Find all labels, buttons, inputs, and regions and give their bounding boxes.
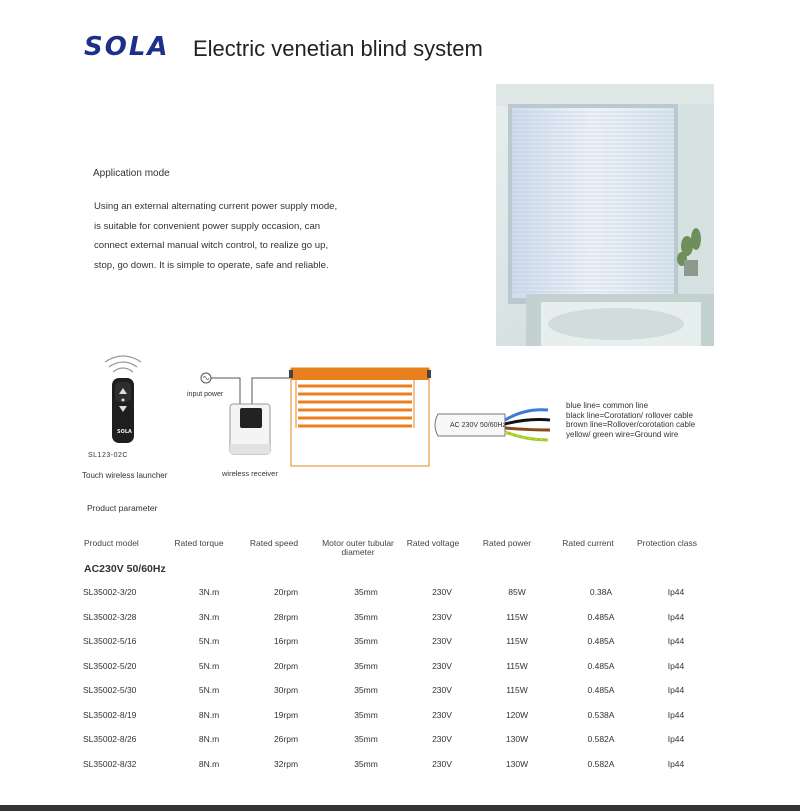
legend-item: yellow/ green wire=Ground wire [566, 429, 679, 439]
column-header: Protection class [637, 538, 697, 548]
table-cell: 115W [506, 636, 528, 646]
remote-caption: Touch wireless launcher [82, 471, 168, 480]
table-cell: 35mm [354, 685, 378, 695]
table-cell-model: SL35002-5/20 [83, 660, 137, 671]
table-cell: 16rpm [273, 636, 299, 646]
description-line: connect external manual witch control, to realize go up, [94, 240, 329, 251]
table-cell: 35mm [354, 758, 378, 769]
svg-text:SOLA: SOLA [117, 429, 132, 435]
column-header: Rated current [562, 538, 614, 548]
table-cell: 32rpm [273, 758, 299, 769]
description-line: stop, go down. It is simple to operate, safe and reliable. [94, 259, 329, 271]
table-cell: 5N.m [198, 660, 220, 671]
table-cell: 28rpm [273, 611, 299, 622]
legend-item: brown line=Rollover/corotation cable [566, 420, 696, 429]
table-cell-model: SL35002-8/26 [83, 734, 137, 744]
table-cell-model: SL35002-3/20 [83, 587, 137, 597]
legend-item: black line=Corotation/ rollover cable [566, 410, 693, 420]
table-cell: 130W [505, 734, 529, 744]
column-header: Rated speed [249, 538, 299, 548]
table-cell: 26rpm [273, 734, 299, 744]
table-cell: 5N.m [198, 685, 220, 695]
remote-model-label: SL123-02C [88, 452, 128, 459]
table-cell: 115W [506, 660, 528, 671]
receiver-label: wireless receiver [222, 469, 278, 478]
table-cell: 0.485A [587, 685, 615, 695]
table-cell: 230V [432, 685, 452, 695]
table-cell: 8N.m [198, 734, 220, 744]
table-cell: 230V [432, 587, 452, 597]
column-header: Motor outer tubular diameter [322, 538, 394, 557]
venetian-blind-icon [289, 368, 431, 466]
table-cell: 20rpm [273, 660, 299, 671]
table-cell: Ip44 [667, 660, 685, 671]
wireless-receiver-icon [230, 404, 270, 454]
table-cell: 120W [505, 709, 529, 720]
table-cell: 8N.m [198, 709, 220, 720]
table-cell: Ip44 [667, 611, 685, 622]
table-cell: 85W [508, 587, 526, 597]
table-cell: 0.485A [587, 636, 615, 646]
table-cell-model: SL35002-8/32 [83, 758, 137, 769]
table-cell: 35mm [354, 709, 378, 720]
table-cell: 0.582A [587, 758, 615, 769]
table-cell: 19rpm [273, 709, 299, 720]
table-cell: 35mm [354, 587, 378, 597]
page-title: Electric venetian blind system [193, 36, 483, 61]
table-cell: 3N.m [198, 611, 220, 622]
table-cell: Ip44 [667, 587, 685, 597]
table-cell: 5N.m [198, 636, 220, 646]
table-cell: 0.485A [587, 611, 615, 622]
input-power-label: input power [187, 391, 224, 398]
cable-voltage-label: AC 230V 50/60Hz [450, 422, 507, 429]
table-cell: 130W [505, 758, 529, 769]
signal-icon [105, 356, 141, 372]
table-cell-model: SL35002-5/30 [83, 685, 137, 695]
column-header: Rated voltage [406, 538, 460, 548]
table-cell-model: SL35002-3/28 [83, 611, 137, 622]
table-cell: 35mm [354, 636, 378, 646]
table-cell: 0.582A [587, 734, 615, 744]
application-description [94, 197, 374, 275]
table-cell: Ip44 [667, 709, 685, 720]
column-header: Rated power [482, 538, 532, 548]
table-cell: 35mm [354, 611, 378, 622]
application-heading: Application mode [93, 168, 170, 179]
table-cell: 230V [432, 709, 452, 720]
column-header: Product model [84, 538, 139, 548]
table-cell: Ip44 [667, 636, 685, 646]
table-cell: 30rpm [273, 685, 299, 695]
table-cell: 35mm [354, 660, 378, 671]
product-photo [496, 84, 714, 346]
footer-bar [0, 805, 800, 811]
table-cell: Ip44 [667, 685, 685, 695]
table-cell: 230V [432, 636, 452, 646]
column-header: Rated torque [174, 538, 224, 548]
table-cell: 3N.m [198, 587, 220, 597]
table-cell: 230V [432, 660, 452, 671]
table-cell: 115W [506, 611, 528, 622]
description-line: is suitable for convenient power supply occasion, can [94, 220, 321, 232]
table-cell: 115W [506, 685, 528, 695]
bathroom-blind-photo [496, 84, 714, 346]
table-cell-model: SL35002-5/16 [83, 636, 137, 646]
table-cell: 230V [432, 758, 452, 769]
table-cell: 8N.m [198, 758, 220, 769]
description-line: Using an external alternating current power supply mode, [94, 201, 338, 212]
table-cell: 230V [432, 734, 452, 744]
table-cell: 230V [432, 611, 452, 622]
table-cell: Ip44 [667, 758, 685, 769]
voltage-group-label: AC230V 50/60Hz [84, 563, 166, 575]
table-cell: 20rpm [273, 587, 299, 597]
brand-logo: SOLA [84, 32, 170, 62]
parameter-heading: Product parameter [87, 503, 158, 513]
table-cell: Ip44 [667, 734, 685, 744]
table-cell: 35mm [354, 734, 378, 744]
wire-color-legend [566, 401, 695, 439]
remote-control-icon [112, 378, 134, 443]
legend-item: blue line= common line [566, 401, 649, 410]
table-cell: 0.538A [587, 709, 615, 720]
table-cell-model: SL35002-8/19 [83, 709, 137, 720]
table-cell: 0.38A [589, 587, 613, 597]
table-cell: 0.485A [587, 660, 615, 671]
